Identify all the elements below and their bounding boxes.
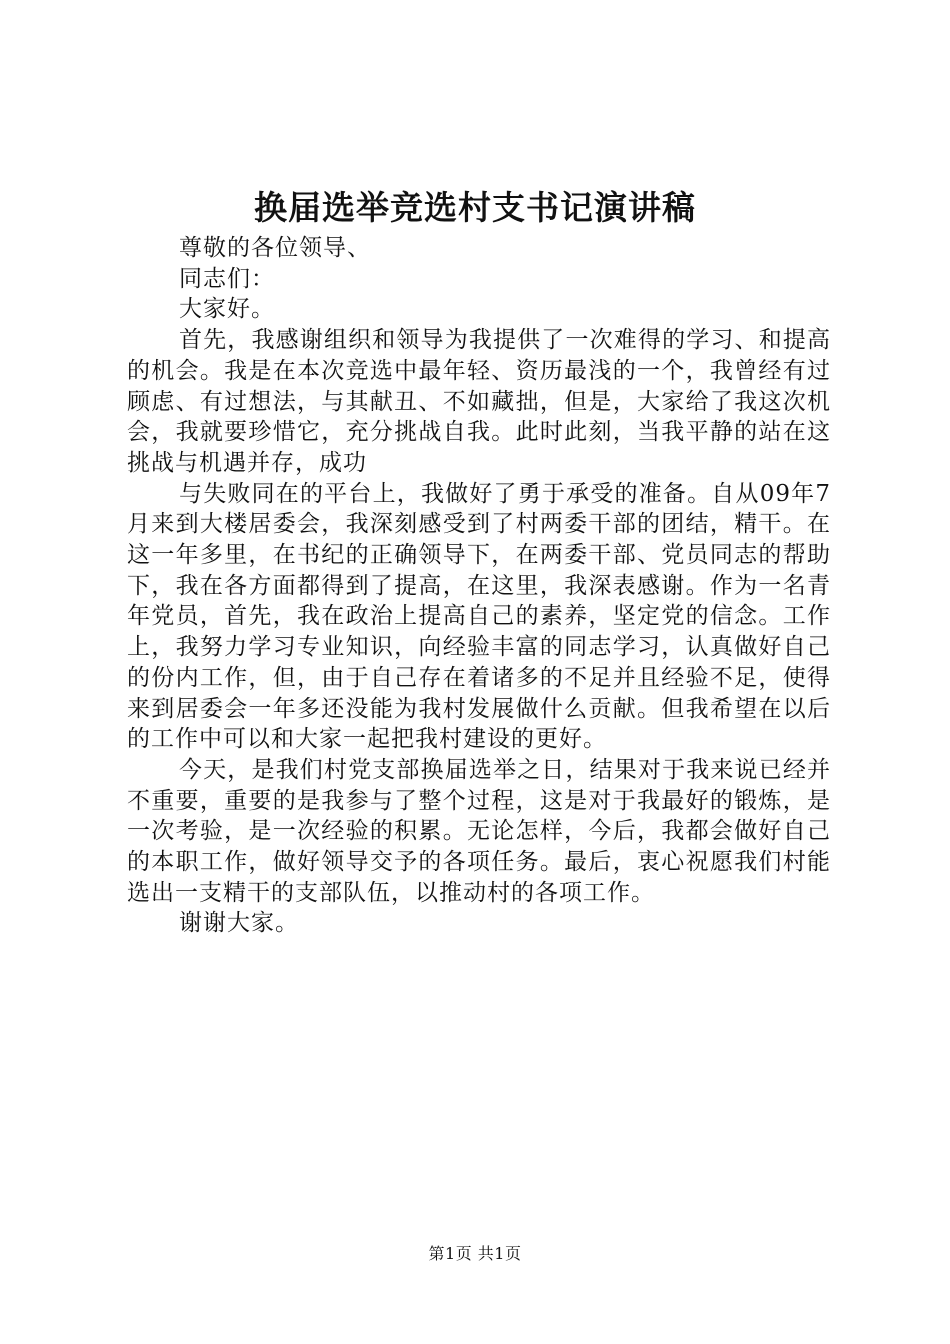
body-paragraph: 首先，我感谢组织和领导为我提供了一次难得的学习、和提高的机会。我是在本次竞选中最年轻、资历最浅的一个，我曾经有过顾虑、有过想法，与其献丑、不如藏拙，但是，大家给了我这次机会，我就要珍惜它，充分挑战自我。此时此刻，当我平静的站在这挑战与机遇并存，成功 <box>127 327 831 476</box>
closing-line: 谢谢大家。 <box>179 910 299 937</box>
page-footer: 第1页 共1页 <box>428 1244 522 1263</box>
document-body <box>127 233 831 939</box>
document-title: 换届选举竞选村支书记演讲稿 <box>254 188 696 227</box>
salutation-line-1: 尊敬的各位领导、 <box>179 235 371 261</box>
body-paragraph: 今天，是我们村党支部换届选举之日，结果对于我来说已经并不重要，重要的是我参与了整个过程，这是对于我最好的锻炼，是一次考验，是一次经验的积累。无论怎样，今后，我都会做好自己的本职工作，做好领导交予的各项任务。最后，衷心祝愿我们村能选出一支精干的支部队伍，以推动村的各项工作。 <box>127 756 831 906</box>
greeting-line: 大家好。 <box>179 296 275 323</box>
body-paragraph: 与失败同在的平台上，我做好了勇于承受的准备。自从09年7月来到大楼居委会，我深刻感受到了村两委干部的团结，精干。在这一年多里，在书纪的正确领导下，在两委干部、党员同志的帮助下，我在各方面都得到了提高，在这里，我深表感谢。作为一名青年党员，首先，我在政治上提高自己的素养，坚定党的信念。工作上，我努力学习专业知识，向经验丰富的同志学习，认真做好自己的份内工作，但，由于自己存在着诸多的不足并且经验不足，使得来到居委会一年多还没能为我村发展做什么贡献。但我希望在以后的工作中可以和大家一起把我村建设的更好。 <box>127 480 831 753</box>
salutation-line-2: 同志们： <box>179 265 275 292</box>
